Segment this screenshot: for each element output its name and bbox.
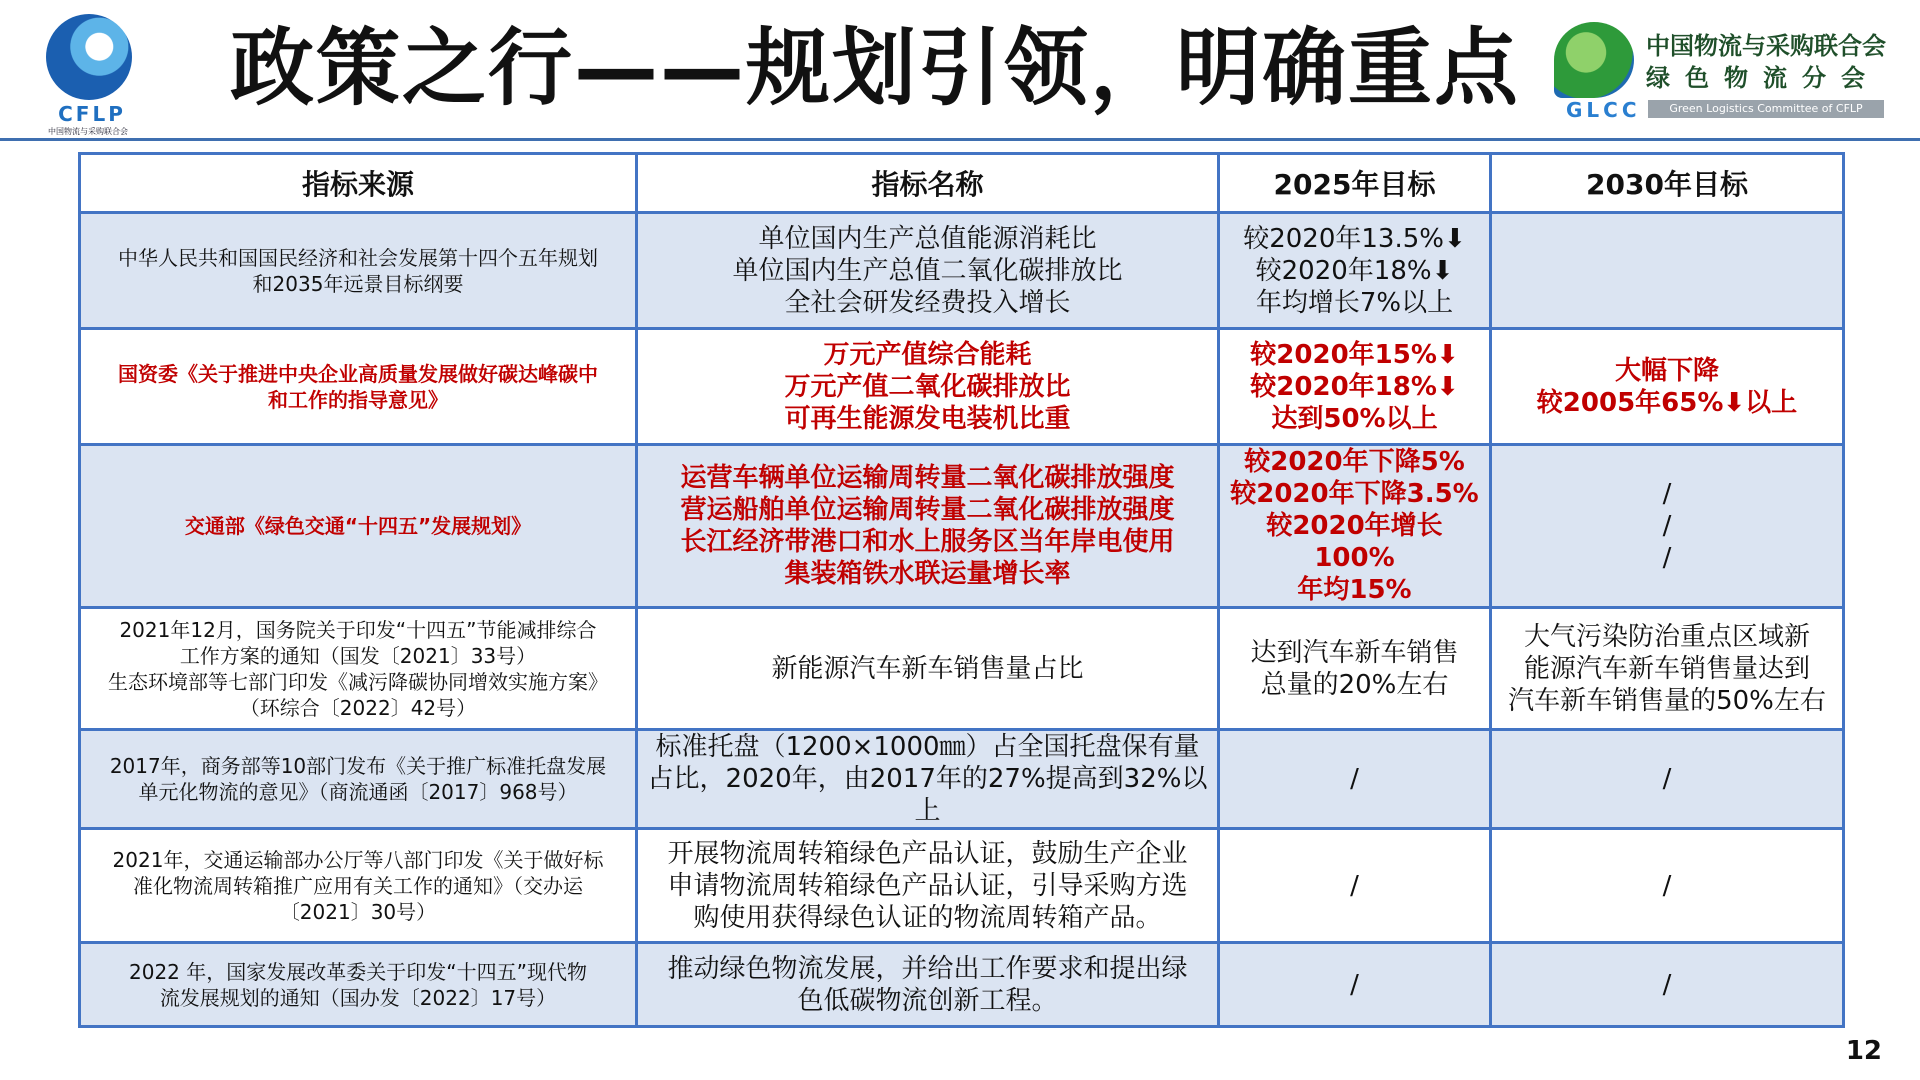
- metric-cell: [637, 943, 1219, 1027]
- source-line: 准化物流周转箱推广应用有关工作的通知》（交办运: [133, 873, 583, 898]
- source-line: 和2035年远景目标纲要: [252, 271, 464, 296]
- metric-line: 运营车辆单位运输周转量二氧化碳排放强度: [680, 463, 1175, 493]
- glcc-english-name: Green Logistics Committee of CFLP: [1648, 100, 1884, 118]
- metric-line: 单位国内生产总值二氧化碳排放比: [732, 255, 1123, 286]
- target-line: 大气污染防治重点区域新: [1523, 621, 1810, 652]
- leaf-icon: [1554, 22, 1634, 98]
- target-2025-cell: [1219, 730, 1491, 829]
- metric-line: 可再生能源发电装机比重: [784, 403, 1071, 434]
- target-line: /: [1350, 764, 1359, 794]
- metric-cell: [637, 329, 1219, 445]
- target-2025-cell: [1219, 445, 1491, 608]
- header-target-2030: 2030年目标: [1491, 154, 1844, 213]
- metric-line: 万元产值二氧化碳排放比: [784, 371, 1071, 402]
- cflp-logo-subtext: 中国物流与采购联合会: [48, 127, 128, 136]
- source-line: 〔2021〕30号）: [279, 899, 437, 924]
- header-divider: [0, 138, 1920, 141]
- target-line: 较2020年15%⬇: [1250, 339, 1459, 370]
- metric-line: 色低碳物流创新工程。: [797, 985, 1058, 1016]
- source-line: 和工作的指导意见》: [268, 387, 448, 412]
- target-line: /: [1662, 764, 1672, 794]
- target-line: 较2020年下降5%: [1244, 447, 1465, 477]
- source-cell: [80, 730, 637, 829]
- target-line: 汽车新车销售量的50%左右: [1508, 685, 1826, 716]
- table-row: [80, 329, 1844, 445]
- glcc-org-line1: 中国物流与采购联合会: [1646, 32, 1886, 60]
- source-cell: [80, 829, 637, 943]
- source-line: 生态环境部等七部门印发《减污降碳协同增效实施方案》: [108, 669, 608, 694]
- source-line: （环综合〔2022〕42号）: [239, 695, 477, 720]
- policy-table: [78, 152, 1845, 1028]
- metric-line: 占比，2020年，由2017年的27%提高到32%以上: [647, 764, 1208, 826]
- target-2030-cell: [1491, 213, 1844, 329]
- target-line: 较2020年18%⬇: [1255, 255, 1454, 286]
- source-cell: [80, 943, 637, 1027]
- source-line: 交通部《绿色交通“十四五”发展规划》: [184, 514, 532, 538]
- target-line: 大幅下降: [1614, 355, 1719, 386]
- target-line: 年均15%: [1297, 575, 1412, 605]
- metric-line: 单位国内生产总值能源消耗比: [758, 223, 1097, 254]
- target-line: 总量的20%左右: [1260, 669, 1449, 700]
- table-row: [80, 943, 1844, 1027]
- metric-line: 万元产值综合能耗: [823, 339, 1032, 370]
- cflp-logo: [38, 14, 138, 136]
- cflp-logo-text: CFLP: [58, 102, 126, 126]
- metric-cell: [637, 608, 1219, 730]
- glcc-logo: [1554, 22, 1894, 122]
- metric-line: 新能源汽车新车销售量占比: [771, 653, 1084, 684]
- source-cell: [80, 329, 637, 445]
- metric-cell: [637, 829, 1219, 943]
- target-line: 较2020年增长100%: [1266, 511, 1443, 573]
- metric-cell: [637, 730, 1219, 829]
- source-line: 2021年，交通运输部办公厅等八部门印发《关于做好标: [112, 847, 604, 872]
- source-line: 单元化物流的意见》（商流通函〔2017〕968号）: [138, 780, 578, 804]
- target-line: /: [1662, 511, 1672, 541]
- target-line: 达到50%以上: [1271, 403, 1438, 434]
- source-line: 流发展规划的通知（国办发〔2022〕17号）: [159, 985, 557, 1010]
- target-line: /: [1662, 479, 1672, 509]
- header-source: 指标来源: [80, 154, 637, 213]
- target-line: /: [1662, 870, 1672, 901]
- glcc-org-line2: 绿色物流分会: [1646, 64, 1880, 92]
- metric-line: 申请物流周转箱绿色产品认证，引导采购方选: [667, 870, 1188, 901]
- target-2030-cell: [1491, 329, 1844, 445]
- table-header-row: [80, 154, 1844, 213]
- header-target-2025: 2025年目标: [1219, 154, 1491, 213]
- target-line: 能源汽车新车销售量达到: [1523, 653, 1810, 684]
- source-cell: [80, 213, 637, 329]
- metric-line: 购使用获得绿色认证的物流周转箱产品。: [693, 902, 1162, 933]
- target-2030-cell: [1491, 943, 1844, 1027]
- target-2030-cell: [1491, 730, 1844, 829]
- metric-cell: [637, 445, 1219, 608]
- target-2025-cell: [1219, 329, 1491, 445]
- metric-line: 开展物流周转箱绿色产品认证，鼓励生产企业: [667, 838, 1188, 869]
- metric-line: 全社会研发经费投入增长: [784, 287, 1071, 318]
- metric-line: 集装箱铁水联运量增长率: [784, 559, 1071, 589]
- target-line: /: [1350, 969, 1359, 1000]
- source-cell: [80, 608, 637, 730]
- target-2025-cell: [1219, 829, 1491, 943]
- target-line: /: [1662, 969, 1672, 1000]
- source-line: 国资委《关于推进中央企业高质量发展做好碳达峰碳中: [118, 361, 598, 386]
- source-line: 2021年12月，国务院关于印发“十四五”节能减排综合: [119, 617, 597, 642]
- table-row: [80, 213, 1844, 329]
- target-2030-cell: [1491, 608, 1844, 730]
- metric-line: 推动绿色物流发展，并给出工作要求和提出绿: [667, 953, 1188, 984]
- source-line: 2017年，商务部等10部门发布《关于推广标准托盘发展: [109, 754, 607, 778]
- metric-line: 营运船舶单位运输周转量二氧化碳排放强度: [680, 495, 1175, 525]
- target-line: 较2020年13.5%⬇: [1243, 223, 1466, 254]
- target-2025-cell: [1219, 943, 1491, 1027]
- target-line: 较2020年下降3.5%: [1230, 479, 1479, 509]
- glcc-abbr: GLCC: [1566, 98, 1641, 122]
- target-line: /: [1350, 870, 1359, 901]
- table-row: [80, 445, 1844, 608]
- target-line: 达到汽车新车销售: [1250, 637, 1459, 668]
- table-row: [80, 730, 1844, 829]
- table-row: [80, 829, 1844, 943]
- source-line: 中华人民共和国国民经济和社会发展第十四个五年规划: [118, 245, 598, 270]
- target-line: /: [1662, 543, 1672, 573]
- target-2030-cell: [1491, 445, 1844, 608]
- metric-line: 标准托盘（1200×1000㎜）占全国托盘保有量: [655, 732, 1200, 762]
- source-line: 2022 年，国家发展改革委关于印发“十四五”现代物: [129, 959, 587, 984]
- source-cell: [80, 445, 637, 608]
- target-2030-cell: [1491, 829, 1844, 943]
- source-line: 工作方案的通知（国发〔2021〕33号）: [179, 643, 537, 668]
- table-row: [80, 608, 1844, 730]
- globe-icon: [46, 14, 132, 100]
- header-metric: 指标名称: [637, 154, 1219, 213]
- target-line: 较2005年65%⬇以上: [1536, 387, 1798, 418]
- metric-cell: [637, 213, 1219, 329]
- target-line: 年均增长7%以上: [1255, 287, 1454, 318]
- target-2025-cell: [1219, 608, 1491, 730]
- target-2025-cell: [1219, 213, 1491, 329]
- target-line: 较2020年18%⬇: [1250, 371, 1459, 402]
- metric-line: 长江经济带港口和水上服务区当年岸电使用: [680, 527, 1175, 557]
- page-title: 政策之行——规划引领，明确重点: [230, 19, 1521, 117]
- page-number: 12: [1845, 1036, 1882, 1066]
